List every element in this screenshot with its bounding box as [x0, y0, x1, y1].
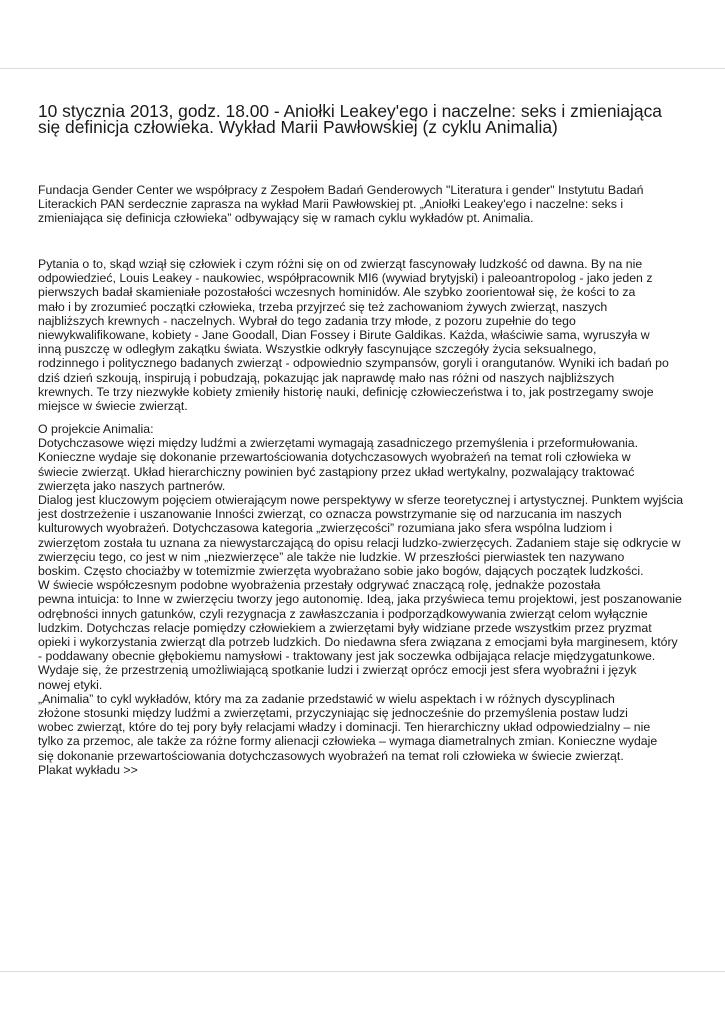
- text-line: nowej etyki.: [38, 677, 103, 692]
- text-line: kulturowych wyobrażeń. Dotychczasowa kategoria „zwierzęcości” rozumiana jako sfera wspólna ludziom i: [38, 521, 613, 536]
- text-line: zwierzęta jako naszych partnerów.: [38, 478, 226, 493]
- text-line: Konieczne wydaje się dokonanie przewartościowania dotychczasowych wyobrażeń na temat roli człowieka w: [38, 450, 631, 465]
- text-line: świecie zwierząt. Układ hierarchiczny powinien być zastąpiony przez układ wertykalny, pozwalający traktować: [38, 464, 635, 479]
- text-line: boskim. Często chociażby w totemizmie zwierzęta wyobrażano sobie jako bogów, dających początek ludzkości.: [38, 564, 644, 579]
- text-line: „Animalia” to cykl wykładów, który ma za zadanie przedstawić w wielu aspektach i w różnych dyscyplinach: [38, 691, 615, 706]
- section-heading: O projekcie Animalia:: [38, 422, 154, 436]
- poster-link[interactable]: Plakat wykładu >>: [38, 762, 138, 777]
- text-line: pierwszych badał skamieniałe pozostałości wczesnych hominidów. Ale szybko zoorientował się, że kości to za: [38, 285, 636, 300]
- text-line: mało i by zrozumieć początki człowieka, trzeba przyjrzeć się też zachowaniom żywych zwierząt, naszych: [38, 299, 608, 314]
- animalia-project-section: [38, 422, 703, 777]
- text-line: wobec zwierząt, które do tej pory były relacjami władzy i dominacji. Ten hierarchiczny układ odpowiedzialny – nie: [38, 720, 651, 735]
- text-line: zwierzęciu tego, co jest w nim „niezwierzęce” ale także nie ludzkie. W przeszłości pierwiastek ten nazywano: [38, 549, 625, 564]
- text-line: złożone stosunki między ludźmi a zwierzętami, przyczyniając się jednocześnie do przemyślenia postaw ludzi: [38, 706, 628, 721]
- text-line: niewykwalifikowane, kobiety - Jane Goodall, Dian Fossey i Birute Galdikas. Każda, właściwie sama, wyruszyła w: [38, 328, 650, 343]
- text-line: Dialog jest kluczowym pojęciem otwierającym nowe perspektywy w sferze teoretycznej i artystycznej. Punktem wyjścia: [38, 493, 684, 508]
- text-line: - poddawany obecnie głębokiemu namysłowi - traktowany jest jak soczewka odbijająca relacje międzygatunkowe.: [38, 649, 656, 664]
- text-line: Pytania o to, skąd wziął się człowiek i czym różni się on od zwierząt fascynowały ludzkość od dawna. By na nie: [38, 257, 643, 271]
- text-line: krewnych. Te trzy niezwykłe kobiety zmieniły historię nauki, definicję człowieczeństwa i to, jak postrzegamy swoje: [38, 384, 654, 399]
- text-line: Literackich PAN serdecznie zaprasza na wykład Marii Pawłowskiej pt. „Aniołki Leakey'ego i naczelne: seks i: [38, 197, 624, 212]
- title-line: 10 stycznia 2013, godz. 18.00 - Aniołki Leakey'ego i naczelne: seks i zmieniająca: [38, 101, 662, 121]
- text-line: tylko za przemoc, ale także za różne formy alienacji człowieka – wymaga diametralnych zmian. Konieczne wydaje: [38, 734, 658, 749]
- text-line: jest dostrzeżenie i uszanowanie Inności zwierząt, co oznacza powstrzymanie się od narzucania im naszych: [38, 507, 622, 522]
- title-line: się definicja człowieka. Wykład Marii Pawłowskiej (z cyklu Animalia): [38, 117, 558, 137]
- text-line: opieki i wykorzystania zwierząt dla potrzeb ludzkich. Do niedawna sfera związana z emocjami była marginesem, który: [38, 635, 678, 650]
- text-line: najbliższych krewnych - naczelnych. Wybrał do tego zadania trzy młode, z pozoru zupełnie do tego: [38, 313, 576, 328]
- leakey-paragraph: [38, 257, 703, 413]
- text-line: dziś dzień szkoują, inspirują i pobudzają, pokazując jak naprawdę mało nas różni od naszych najbliższych: [38, 370, 615, 385]
- text-line: Dotychczasowe więzi między ludźmi a zwierzętami wymagają zasadniczego przemyślenia i przeformułowania.: [38, 436, 639, 451]
- text-line: odrębności innych gatunków, czyli rezygnacja z zawłaszczania i podporządkowywania zwierząt celom wyłącznie: [38, 606, 648, 621]
- text-line: zmieniająca się definicja człowieka” odbywający się w ramach cyklu wykładów pt. Animalia.: [38, 211, 534, 226]
- text-line: się dokonanie przewartościowania dotychczasowych wyobrażeń na temat roli człowieka w świecie zwierząt.: [38, 748, 624, 763]
- text-line: ludzkim. Dotychczas relacje pomiędzy człowiekiem a zwierzętami były widziane przede wszystkim przez pryzmat: [38, 620, 652, 635]
- article-title: [38, 103, 698, 135]
- text-line: inną puszczę w odległym zakątku świata. Wszystkie odkryły fascynujące szczegóły życia seksualnego,: [38, 342, 597, 357]
- text-line: pewna intuicja: to Inne w zwierzęciu tworzy jego autonomię. Ideą, jaka przyświeca temu projektowi, jest poszanowanie: [38, 592, 682, 607]
- bottom-divider: [0, 971, 725, 972]
- text-line: odpowiedzieć, Louis Leakey - naukowiec, współpracownik MI6 (wywiad brytyjski) i paleoantropolog - jako jeden z: [38, 271, 653, 286]
- text-line: Wydaje się, że przestrzenią umożliwiającą spotkanie ludzi i zwierząt oprócz emocji jest sfera wyobraźni i język: [38, 663, 637, 678]
- top-divider: [0, 68, 725, 69]
- text-line: W świecie współczesnym podobne wyobrażenia przestały odgrywać znaczącą rolę, jednakże pozostała: [38, 578, 601, 593]
- text-line: Fundacja Gender Center we współpracy z Zespołem Badań Genderowych "Literatura i gender" Instytutu Badań: [38, 183, 644, 197]
- text-line: miejsce w świecie zwierząt.: [38, 399, 188, 414]
- text-line: zwierzętom została tu uznana za niewystarczającą do opisu relacji ludzko-zwierzęcych. Zadaniem staje się odkrycie w: [38, 535, 681, 550]
- text-line: rodzinnego i politycznego badanych zwierząt - odpowiednio szympansów, goryli i orangutanów. Wyniki ich badań po: [38, 356, 669, 371]
- intro-paragraph: [38, 183, 703, 226]
